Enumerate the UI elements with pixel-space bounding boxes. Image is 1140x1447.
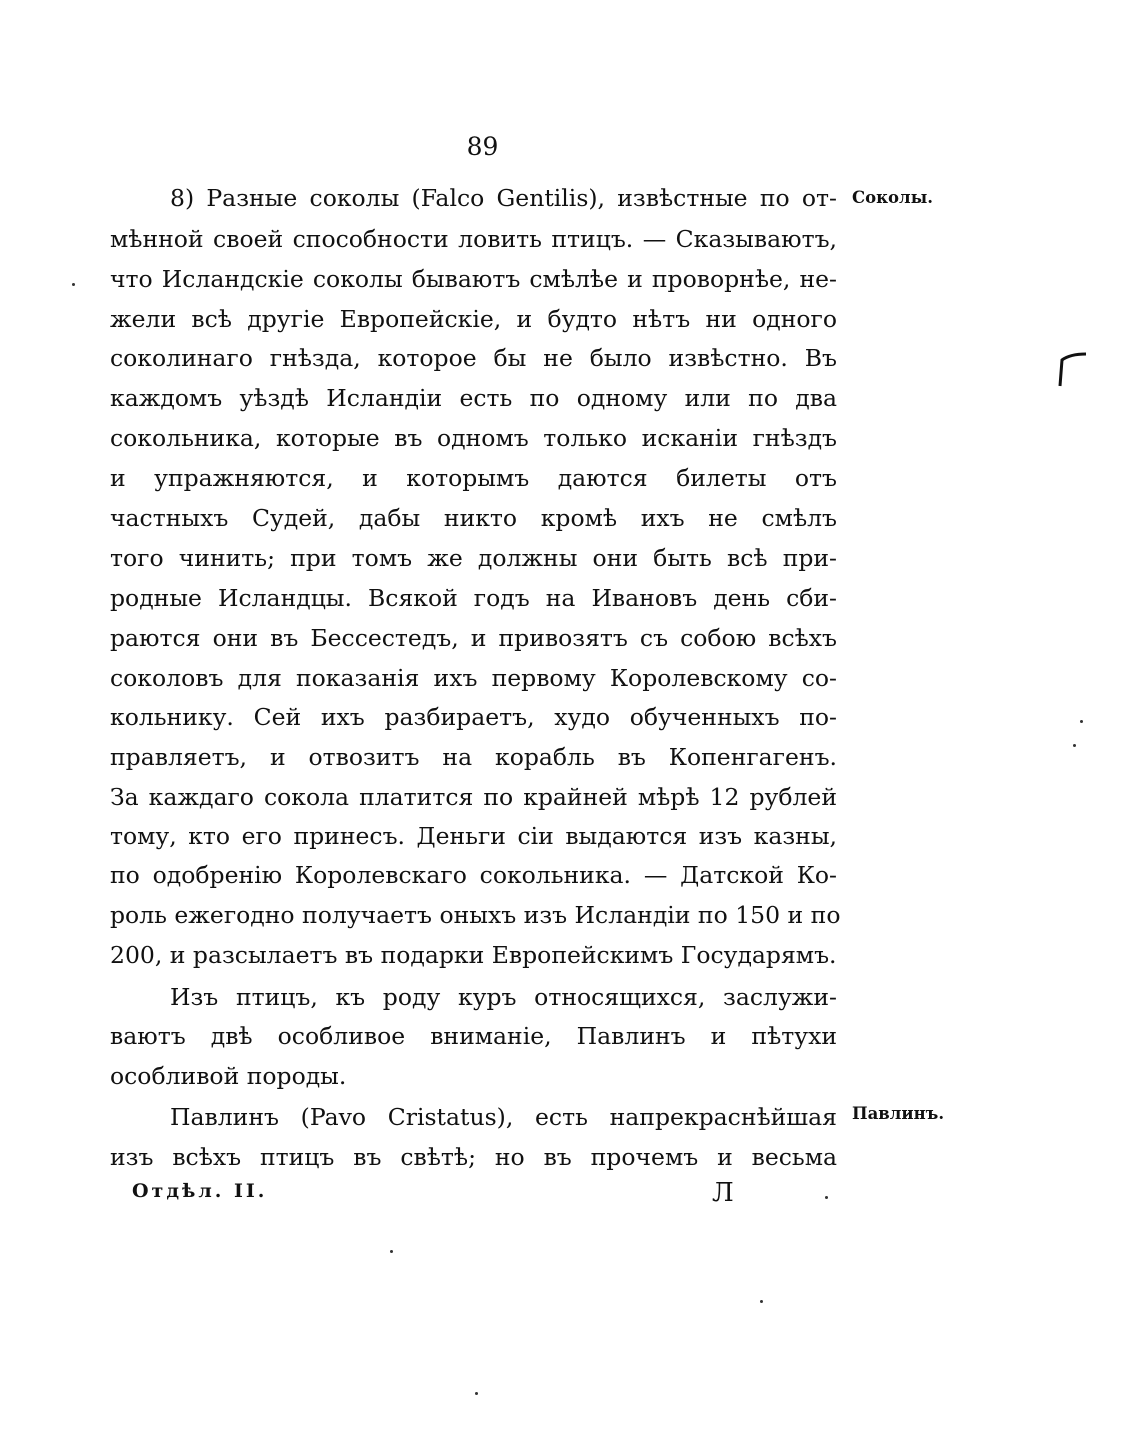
text-line: жели всѣ другіе Европейскіе, и будто нѣтъ ни одного <box>110 305 837 333</box>
text-line: 200, и разсылаетъ въ подарки Европейскимъ Государямъ. <box>110 941 837 969</box>
text-line: сокольника, которые въ одномъ только исканіи гнѣздъ <box>110 424 837 452</box>
text-line: особливой породы. <box>110 1062 347 1090</box>
speck <box>1073 744 1076 747</box>
speck <box>760 1300 763 1303</box>
text-line: тому, кто его принесъ. Деньги сіи выдаются изъ казны, <box>110 822 837 850</box>
text-line: правляетъ, и отвозитъ на корабль въ Копенгагенъ. <box>110 743 837 771</box>
margin-note-falcons: Соколы. <box>852 188 933 207</box>
text-line: соколовъ для показанія ихъ первому Королевскому со- <box>110 664 837 692</box>
text-line: Изъ птицъ, къ роду куръ относящихся, заслужи- <box>170 983 837 1011</box>
text-line: мѣнной своей способности ловить птицъ. — Сказываютъ, <box>110 225 837 253</box>
speck <box>475 1392 478 1395</box>
text-line: каждомъ уѣздѣ Исландіи есть по одному или по два <box>110 384 837 412</box>
text-line: 8) Разные соколы (Falco Gentilis), извѣстные по от- <box>170 184 837 212</box>
text-line: ваютъ двѣ особливое вниманіе, Павлинъ и пѣтухи <box>110 1022 837 1050</box>
text-line: по одобренію Королевскаго сокольника. — Датской Ко- <box>110 861 837 889</box>
text-line: того чинить; при томъ же должны они быть всѣ при- <box>110 544 837 572</box>
speck <box>1080 720 1083 723</box>
speck <box>390 1250 393 1253</box>
text-line: раются они въ Бессестедъ, и привозятъ съ собою всѣхъ <box>110 624 837 652</box>
footer-section: Отдѣл. II. <box>132 1180 268 1202</box>
speck <box>72 283 75 286</box>
text-line: частныхъ Судей, дабы никто кромѣ ихъ не смѣлъ <box>110 504 837 532</box>
footer-signature: Л <box>712 1178 734 1208</box>
text-line: что Исландскіе соколы бываютъ смѣлѣе и проворнѣе, не- <box>110 265 837 293</box>
text-line: изъ всѣхъ птицъ въ свѣтѣ; но въ прочемъ и весьма <box>110 1143 837 1171</box>
text-line: соколинаго гнѣзда, которое бы не было извѣстно. Въ <box>110 344 837 372</box>
text-line: За каждаго сокола платится по крайней мѣрѣ 12 рублей <box>110 783 837 811</box>
text-line: родные Исландцы. Всякой годъ на Ивановъ день сби- <box>110 584 837 612</box>
margin-note-peacock: Павлинъ. <box>852 1104 945 1123</box>
ink-mark <box>1050 350 1090 388</box>
text-line: и упражняются, и которымъ даются билеты отъ <box>110 464 837 492</box>
text-line: кольнику. Сей ихъ разбираетъ, худо обученныхъ по- <box>110 703 837 731</box>
text-line: роль ежегодно получаетъ оныхъ изъ Исландіи по 150 и по <box>110 901 841 929</box>
text-line: Павлинъ (Pavo Cristatus), есть напрекраснѣйшая <box>170 1103 837 1131</box>
speck <box>825 1196 828 1199</box>
page-number: 89 <box>466 132 499 161</box>
